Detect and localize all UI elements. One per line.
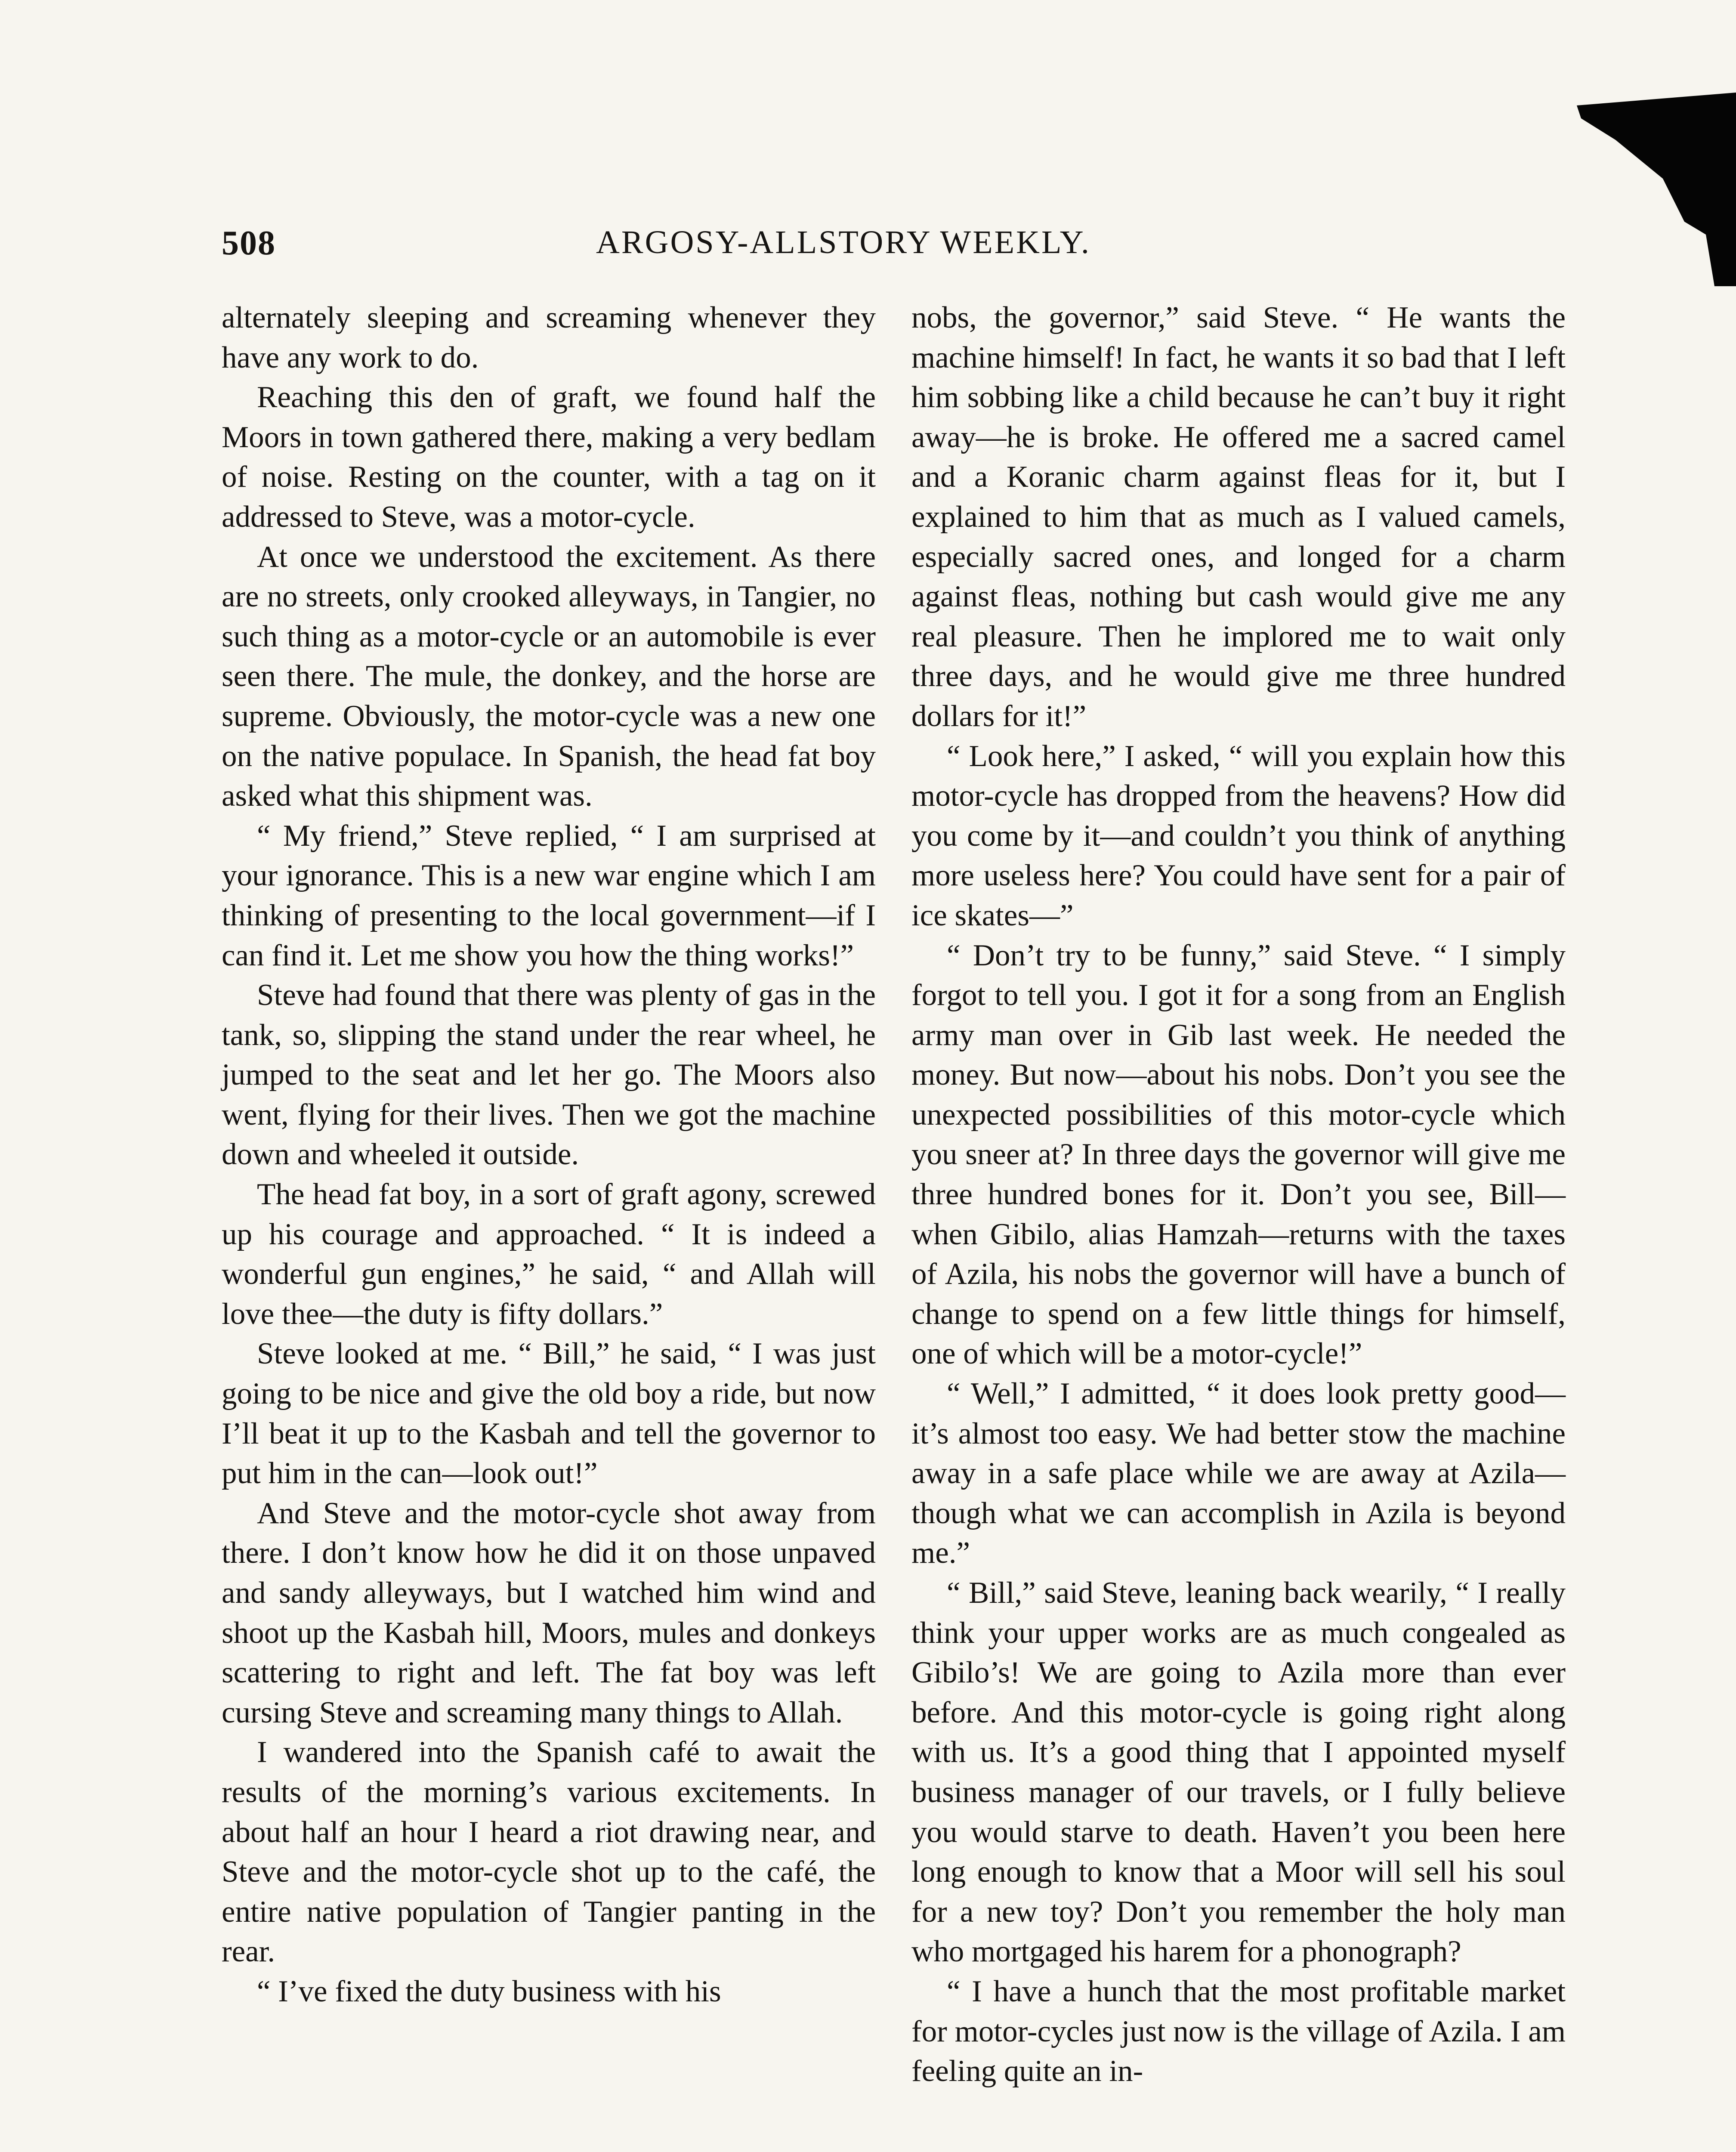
paragraph: The head fat boy, in a sort of graft agony, screwed up his courage and approached. “ It is indeed a wonderful gun engines,” he said, “ and Allah will love thee—the duty is fifty dollars.” <box>222 1178 876 1331</box>
right-column <box>911 298 1566 2091</box>
paragraph: “ Well,” I admitted, “ it does look pretty good—it’s almost too easy. We had better stow the machine away in a safe place while we are away at Azila—though what we can accomplish in Azila is beyond me.” <box>911 1377 1566 1570</box>
running-head: ARGOSY-ALLSTORY WEEKLY. <box>596 224 1091 260</box>
paragraph: nobs, the governor,” said Steve. “ He wants the machine himself! In fact, he wants it so bad that I left him sobbing like a child because he can’t buy it right away—he is broke. He offered me a sacred camel and a Koranic charm against fleas for it, but I explained to him that as much as I valued camels, especially sacred ones, and longed for a charm against fleas, nothing but cash would give me any real pleasure. Then he implored me to wait only three days, and he would give me three hundred dollars for it!” <box>911 301 1566 733</box>
paragraph: “ Don’t try to be funny,” said Steve. “ I simply forgot to tell you. I got it for a song from an English army man over in Gib last week. He needed the money. But now—about his nobs. Don’t you see the unexpected possibilities of this motor-cycle which you sneer at? In three days the governor will give me three hundred bones for it. Don’t you see, Bill—when Gibilo, alias Hamzah—returns with the taxes of Azila, his nobs the governor will have a bunch of change to spend on a few little things for himself, one of which will be a motor-cycle!” <box>911 938 1566 1371</box>
paragraph: “ I’ve fixed the duty business with his <box>257 1974 721 2008</box>
scan-edge-mark <box>1564 93 1736 286</box>
paragraph: I wandered into the Spanish café to await the results of the morning’s various excitements. In about half an hour I heard a riot drawing near, and Steve and the motor-cycle shot up to the café, the entire native population of Tangier panting in the rear. <box>222 1735 876 1969</box>
page-number: 508 <box>222 224 276 262</box>
paragraph: alternately sleeping and screaming whenever they have any work to do. <box>222 301 876 374</box>
paragraph: And Steve and the motor-cycle shot away from there. I don’t know how he did it on those unpaved and sandy alleyways, but I watched him wind and shoot up the Kasbah hill, Moors, mules and donkeys scattering to right and left. The fat boy was left cursing Steve and screaming many things to Allah. <box>222 1496 876 1729</box>
paragraph: Steve looked at me. “ Bill,” he said, “ I was just going to be nice and give the old boy a ride, but now I’ll beat it up to the Kasbah and tell the governor to put him in the can—look out!” <box>222 1337 876 1490</box>
paragraph: At once we understood the excitement. As there are no streets, only crooked alleyways, in Tangier, no such thing as a motor-cycle or an automobile is ever seen there. The mule, the donkey, and the horse are supreme. Obviously, the motor-cycle was a new one on the native populace. In Spanish, the head fat boy asked what this shipment was. <box>222 540 876 813</box>
paragraph: Steve had found that there was plenty of gas in the tank, so, slipping the stand under the rear wheel, he jumped to the seat and let her go. The Moors also went, flying for their lives. Then we got the machine down and wheeled it outside. <box>222 978 876 1172</box>
paragraph: Reaching this den of graft, we found half the Moors in town gathered there, making a very bedlam of noise. Resting on the counter, with a tag on it addressed to Steve, was a motor-cycle. <box>222 380 876 534</box>
paragraph: “ I have a hunch that the most profitable market for motor-cycles just now is the village of Azila. I am feeling quite an in- <box>911 1974 1566 2088</box>
paragraph: “ Look here,” I asked, “ will you explain how this motor-cycle has dropped from the heavens? How did you come by it—and couldn’t you think of anything more useless here? You could have sent for a pair of ice skates—” <box>911 739 1566 932</box>
paragraph: “ My friend,” Steve replied, “ I am surprised at your ignorance. This is a new war engine which I am thinking of presenting to the local government—if I can find it. Let me show you how the thing works!” <box>222 819 876 972</box>
paragraph: “ Bill,” said Steve, leaning back wearily, “ I really think your upper works are as much congealed as Gibilo’s! We are going to Azila more than ever before. And this motor-cycle is going right along with us. It’s a good thing that I appointed myself business manager of our travels, or I fully believe you would starve to death. Haven’t you been here long enough to know that a Moor will sell his soul for a new toy? Don’t you remember the holy man who mortgaged his harem for a phonograph? <box>911 1576 1566 1969</box>
left-column <box>222 298 876 2012</box>
